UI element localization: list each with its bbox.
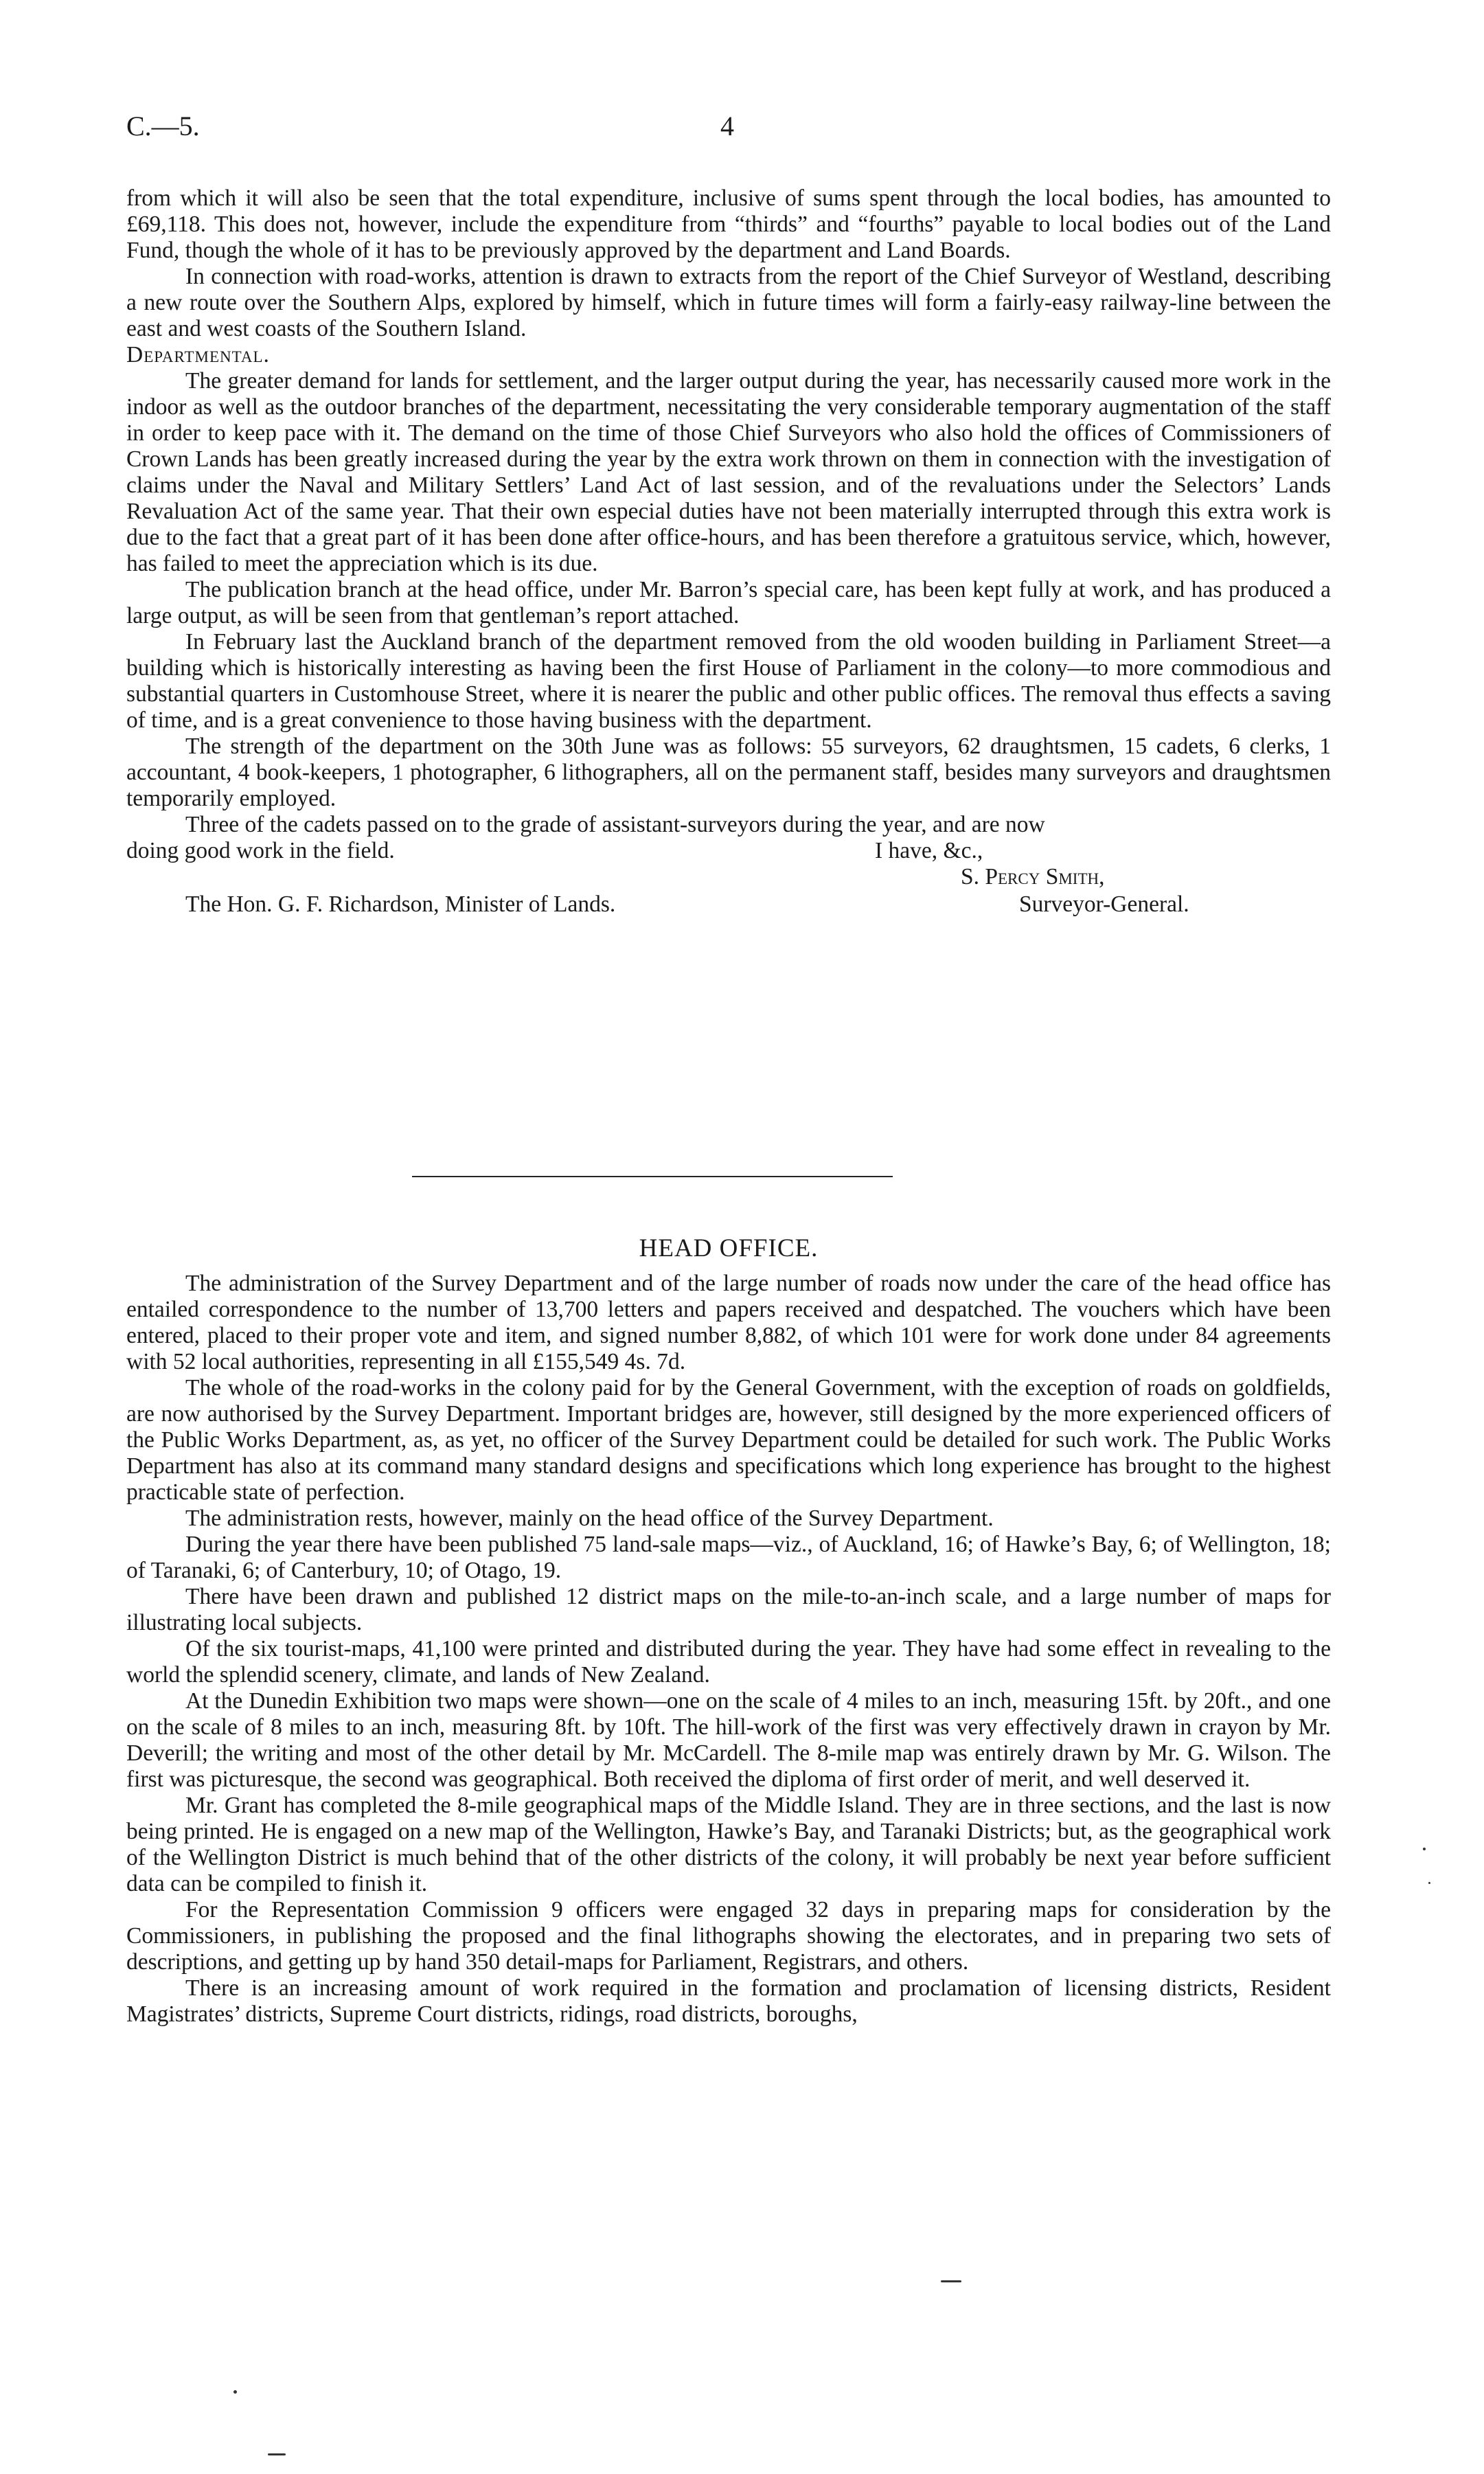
paragraph: Three of the cadets passed on to the grade of assistant-surveyors during the year, and are now — [185, 812, 1045, 837]
paragraph: The greater demand for lands for settlement, and the larger output during the year, has necessarily caused more work in the indoor as well as the outdoor branches of the department, necessitating the very considerable temporary augmentation of the staff in order to keep pace with it. The demand on the time of those Chief Surveyors who also hold the offices of Commissioners of Crown Lands has been greatly increased during the year by the extra work thrown on them in connection with the investigation of claims under the Naval and Military Settlers’ Land Act of last session, and of the revaluations under the Selectors’ Lands Revaluation Act of the same year. That their own especial duties have not been materially interrupted through this extra work is due to the fact that a great part of it has been done after office-hours, and has been therefore a gratuitous service, which, however, has failed to meet the appreciation which is its due. — [126, 368, 1331, 576]
paragraph: Mr. Grant has completed the 8-mile geographical maps of the Middle Island. They are in three sections, and the last is now being printed. He is engaged on a new map of the Wellington, Hawke’s Bay, and Taranaki Districts; but, as the geographical work of the Wellington District is much behind that of the other districts of the colony, it will probably be next year before sufficient data can be compiled to finish it. — [126, 1793, 1331, 1896]
addressee: The Hon. G. F. Richardson, Minister of Lands. — [185, 892, 616, 917]
paragraph: from which it will also be seen that the total expenditure, inclusive of sums spent through the local bodies, has amounted to £69,118. This does not, however, include the expenditure from “thirds” and “fourths” payable to local bodies out of the Land Fund, though the whole of it has to be previously approved by the department and Land Boards. — [126, 185, 1331, 263]
paragraph: During the year there have been published 75 land-sale maps—viz., of Auckland, 16; of Hawke’s Bay, 6; of Wellington, 18; of Taranaki, 6; of Canterbury, 10; of Otago, 19. — [126, 1532, 1331, 1583]
signatory-title: Surveyor-General. — [1019, 892, 1189, 917]
section-heading-departmental: Departmental. — [126, 342, 270, 367]
section-divider — [412, 1176, 893, 1177]
paragraph: There have been drawn and published 12 district maps on the mile-to-an-inch scale, and a large number of maps for illustrating local subjects. — [126, 1584, 1331, 1635]
page-number: 4 — [720, 111, 734, 141]
paragraph: For the Representation Commission 9 officers were engaged 32 days in preparing maps for consideration by the Commissioners, in publishing the proposed and the final lithographs showing the electorates, and in preparing two sets of descriptions, and getting up by hand 350 detail-maps for Parliament, Registrars, and others. — [126, 1897, 1331, 1975]
print-speck — [233, 2390, 237, 2394]
page-header — [126, 110, 1331, 151]
paragraph: In connection with road-works, attention is drawn to extracts from the report of the Chief Surveyor of Westland, describing a new route over the Southern Alps, explored by himself, which in future times will form a fairly-easy railway-line between the east and west coasts of the Southern Island. — [126, 264, 1331, 341]
paragraph: Of the six tourist-maps, 41,100 were printed and distributed during the year. They have had some effect in revealing to the world the splendid scenery, climate, and lands of New Zealand. — [126, 1636, 1331, 1688]
print-speck — [268, 2453, 286, 2455]
paragraph: There is an increasing amount of work required in the formation and proclamation of licensing districts, Resident Magistrates’ districts, Supreme Court districts, ridings, road districts, boroughs, — [126, 1975, 1331, 2027]
paragraph: The administration of the Survey Department and of the large number of roads now under the care of the head office has entailed correspondence to the number of 13,700 letters and papers received and despatched. The vouchers which have been entered, placed to their proper vote and item, and signed number 8,882, of which 101 were for work done under 84 agreements with 52 local authorities, representing in all £155,549 4s. 7d. — [126, 1271, 1331, 1374]
paragraph: The administration rests, however, mainly on the head office of the Survey Department. — [185, 1506, 994, 1531]
paragraph: In February last the Auckland branch of the department removed from the old wooden building in Parliament Street—a building which is historically interesting as having been the first House of Parliament in the colony—to more commodious and substantial quarters in Customhouse Street, where it is nearer the public and other public offices. The removal thus effects a saving of time, and is a great convenience to those having business with the department. — [126, 629, 1331, 733]
paragraph: The whole of the road-works in the colony paid for by the General Government, with the exception of roads on goldfields, are now authorised by the Survey Department. Important bridges are, however, still designed by the more experienced officers of the Public Works Department, as, as yet, no officer of the Survey Department could be detailed for such work. The Public Works Department has also at its command many standard designs and specifications which long experience has brought to the highest practicable state of perfection. — [126, 1375, 1331, 1505]
departmental-report-section — [126, 185, 1331, 918]
paragraph: The strength of the department on the 30th June was as follows: 55 surveyors, 62 draughtsmen, 15 cadets, 6 clerks, 1 accountant, 4 book-keepers, 1 photographer, 6 lithographers, all on the permanent staff, besides many surveyors and draughtsmen temporarily employed. — [126, 734, 1331, 811]
paragraph: The publication branch at the head office, under Mr. Barron’s special care, has been kept fully at work, and has produced a large output, as will be seen from that gentleman’s report attached. — [126, 577, 1331, 628]
print-speck — [1423, 1848, 1426, 1850]
paper-reference: C.—5. — [126, 111, 200, 141]
section-heading-head-office: HEAD OFFICE. — [639, 1234, 819, 1262]
signatory-name: S. Percy Smith, — [961, 864, 1105, 889]
paragraph: At the Dunedin Exhibition two maps were shown—one on the scale of 4 miles to an inch, measuring 15ft. by 20ft., and one on the scale of 8 miles to an inch, measuring 8ft. by 10ft. The hill-work of the first was very effectively drawn in crayon by Mr. Deverill; the writing and most of the other detail by Mr. McCardell. The 8-mile map was entirely drawn by Mr. G. Wilson. The first was picturesque, the second was geographical. Both received the diploma of first order of merit, and well deserved it. — [126, 1688, 1331, 1792]
print-speck — [1428, 1882, 1430, 1884]
letter-closing — [126, 838, 1331, 918]
head-office-section — [126, 1271, 1331, 2028]
print-speck — [941, 2280, 961, 2282]
closing-left-text: doing good work in the field. — [126, 838, 395, 863]
closing-salutation: I have, &c., — [875, 838, 983, 863]
